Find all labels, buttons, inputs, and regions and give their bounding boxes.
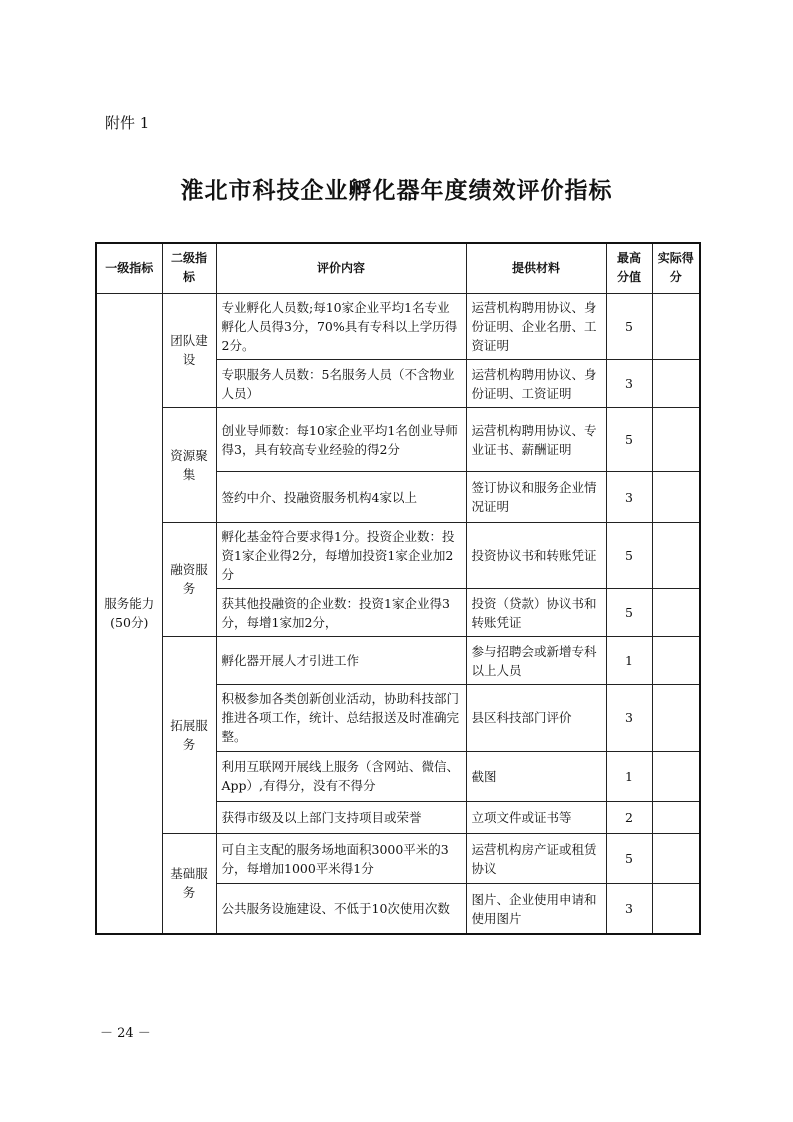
score-cell: 1	[606, 637, 652, 685]
content-cell: 获其他投融资的企业数：投资1家企业得3分，每增1家加2分，	[216, 588, 466, 636]
score-cell: 3	[606, 685, 652, 751]
content-cell: 签约中介、投融资服务机构4家以上	[216, 472, 466, 522]
level2-infrastructure: 基础服务	[162, 833, 216, 934]
level2-financing: 融资服务	[162, 522, 216, 636]
material-cell: 截图	[466, 751, 606, 801]
level1-name: 服务能力	[104, 596, 155, 612]
actual-score-cell[interactable]	[652, 522, 700, 588]
header-content: 评价内容	[216, 243, 466, 293]
material-cell: 县区科技部门评价	[466, 685, 606, 751]
level2-extension: 拓展服务	[162, 637, 216, 834]
content-cell: 积极参加各类创新创业活动，协助科技部门推进各项工作，统计、总结报送及时准确完整。	[216, 685, 466, 751]
header-max-score: 最高分值	[606, 243, 652, 293]
header-level2: 二级指标	[162, 243, 216, 293]
content-cell: 专业孵化人员数;每10家企业平均1名专业孵化人员得3分，70%具有专科以上学历得2分。	[216, 293, 466, 359]
score-cell: 5	[606, 588, 652, 636]
actual-score-cell[interactable]	[652, 884, 700, 934]
score-cell: 5	[606, 522, 652, 588]
actual-score-cell[interactable]	[652, 293, 700, 359]
actual-score-cell[interactable]	[652, 801, 700, 833]
content-cell: 利用互联网开展线上服务（含网站、微信、App）,有得分，没有不得分	[216, 751, 466, 801]
actual-score-cell[interactable]	[652, 751, 700, 801]
score-cell: 1	[606, 751, 652, 801]
material-cell: 立项文件或证书等	[466, 801, 606, 833]
content-cell: 获得市级及以上部门支持项目或荣誉	[216, 801, 466, 833]
material-cell: 签订协议和服务企业情况证明	[466, 472, 606, 522]
actual-score-cell[interactable]	[652, 588, 700, 636]
score-cell: 5	[606, 833, 652, 883]
score-cell: 3	[606, 884, 652, 934]
page-number: － 24 －	[100, 1026, 151, 1041]
actual-score-cell[interactable]	[652, 359, 700, 407]
level1-cell	[96, 293, 162, 934]
material-cell: 运营机构聘用协议、身份证明、企业名册、工资证明	[466, 293, 606, 359]
score-cell: 2	[606, 801, 652, 833]
level2-team: 团队建设	[162, 293, 216, 407]
table-row	[96, 408, 700, 472]
header-material: 提供材料	[466, 243, 606, 293]
content-cell: 孵化器开展人才引进工作	[216, 637, 466, 685]
level2-resources: 资源聚集	[162, 408, 216, 522]
header-actual-score: 实际得分	[652, 243, 700, 293]
header-level1: 一级指标	[96, 243, 162, 293]
table-row	[96, 522, 700, 588]
content-cell: 公共服务设施建设、不低于10次使用次数	[216, 884, 466, 934]
material-cell: 投资协议书和转账凭证	[466, 522, 606, 588]
actual-score-cell[interactable]	[652, 833, 700, 883]
material-cell: 图片、企业使用申请和使用图片	[466, 884, 606, 934]
score-cell: 5	[606, 293, 652, 359]
actual-score-cell[interactable]	[652, 408, 700, 472]
material-cell: 参与招聘会或新增专科以上人员	[466, 637, 606, 685]
material-cell: 运营机构聘用协议、专业证书、薪酬证明	[466, 408, 606, 472]
material-cell: 运营机构聘用协议、身份证明、工资证明	[466, 359, 606, 407]
content-cell: 孵化基金符合要求得1分。投资企业数：投资1家企业得2分，每增加投资1家企业加2分	[216, 522, 466, 588]
level1-points: (50分)	[110, 615, 149, 631]
content-cell: 可自主支配的服务场地面积3000平米的3分，每增加1000平米得1分	[216, 833, 466, 883]
evaluation-table	[95, 242, 701, 935]
material-cell: 投资（贷款）协议书和转账凭证	[466, 588, 606, 636]
actual-score-cell[interactable]	[652, 472, 700, 522]
content-cell: 创业导师数：每10家企业平均1名创业导师得3，具有较高专业经验的得2分	[216, 408, 466, 472]
actual-score-cell[interactable]	[652, 685, 700, 751]
score-cell: 3	[606, 359, 652, 407]
table-row	[96, 833, 700, 883]
document-title: 淮北市科技企业孵化器年度绩效评价指标	[180, 178, 613, 204]
attachment-label: 附件 1	[105, 114, 150, 132]
material-cell: 运营机构房产证或租赁协议	[466, 833, 606, 883]
score-cell: 3	[606, 472, 652, 522]
score-cell: 5	[606, 408, 652, 472]
table-row	[96, 637, 700, 685]
header-row	[96, 243, 700, 293]
content-cell: 专职服务人员数：5名服务人员（不含物业人员）	[216, 359, 466, 407]
table-row	[96, 293, 700, 359]
actual-score-cell[interactable]	[652, 637, 700, 685]
